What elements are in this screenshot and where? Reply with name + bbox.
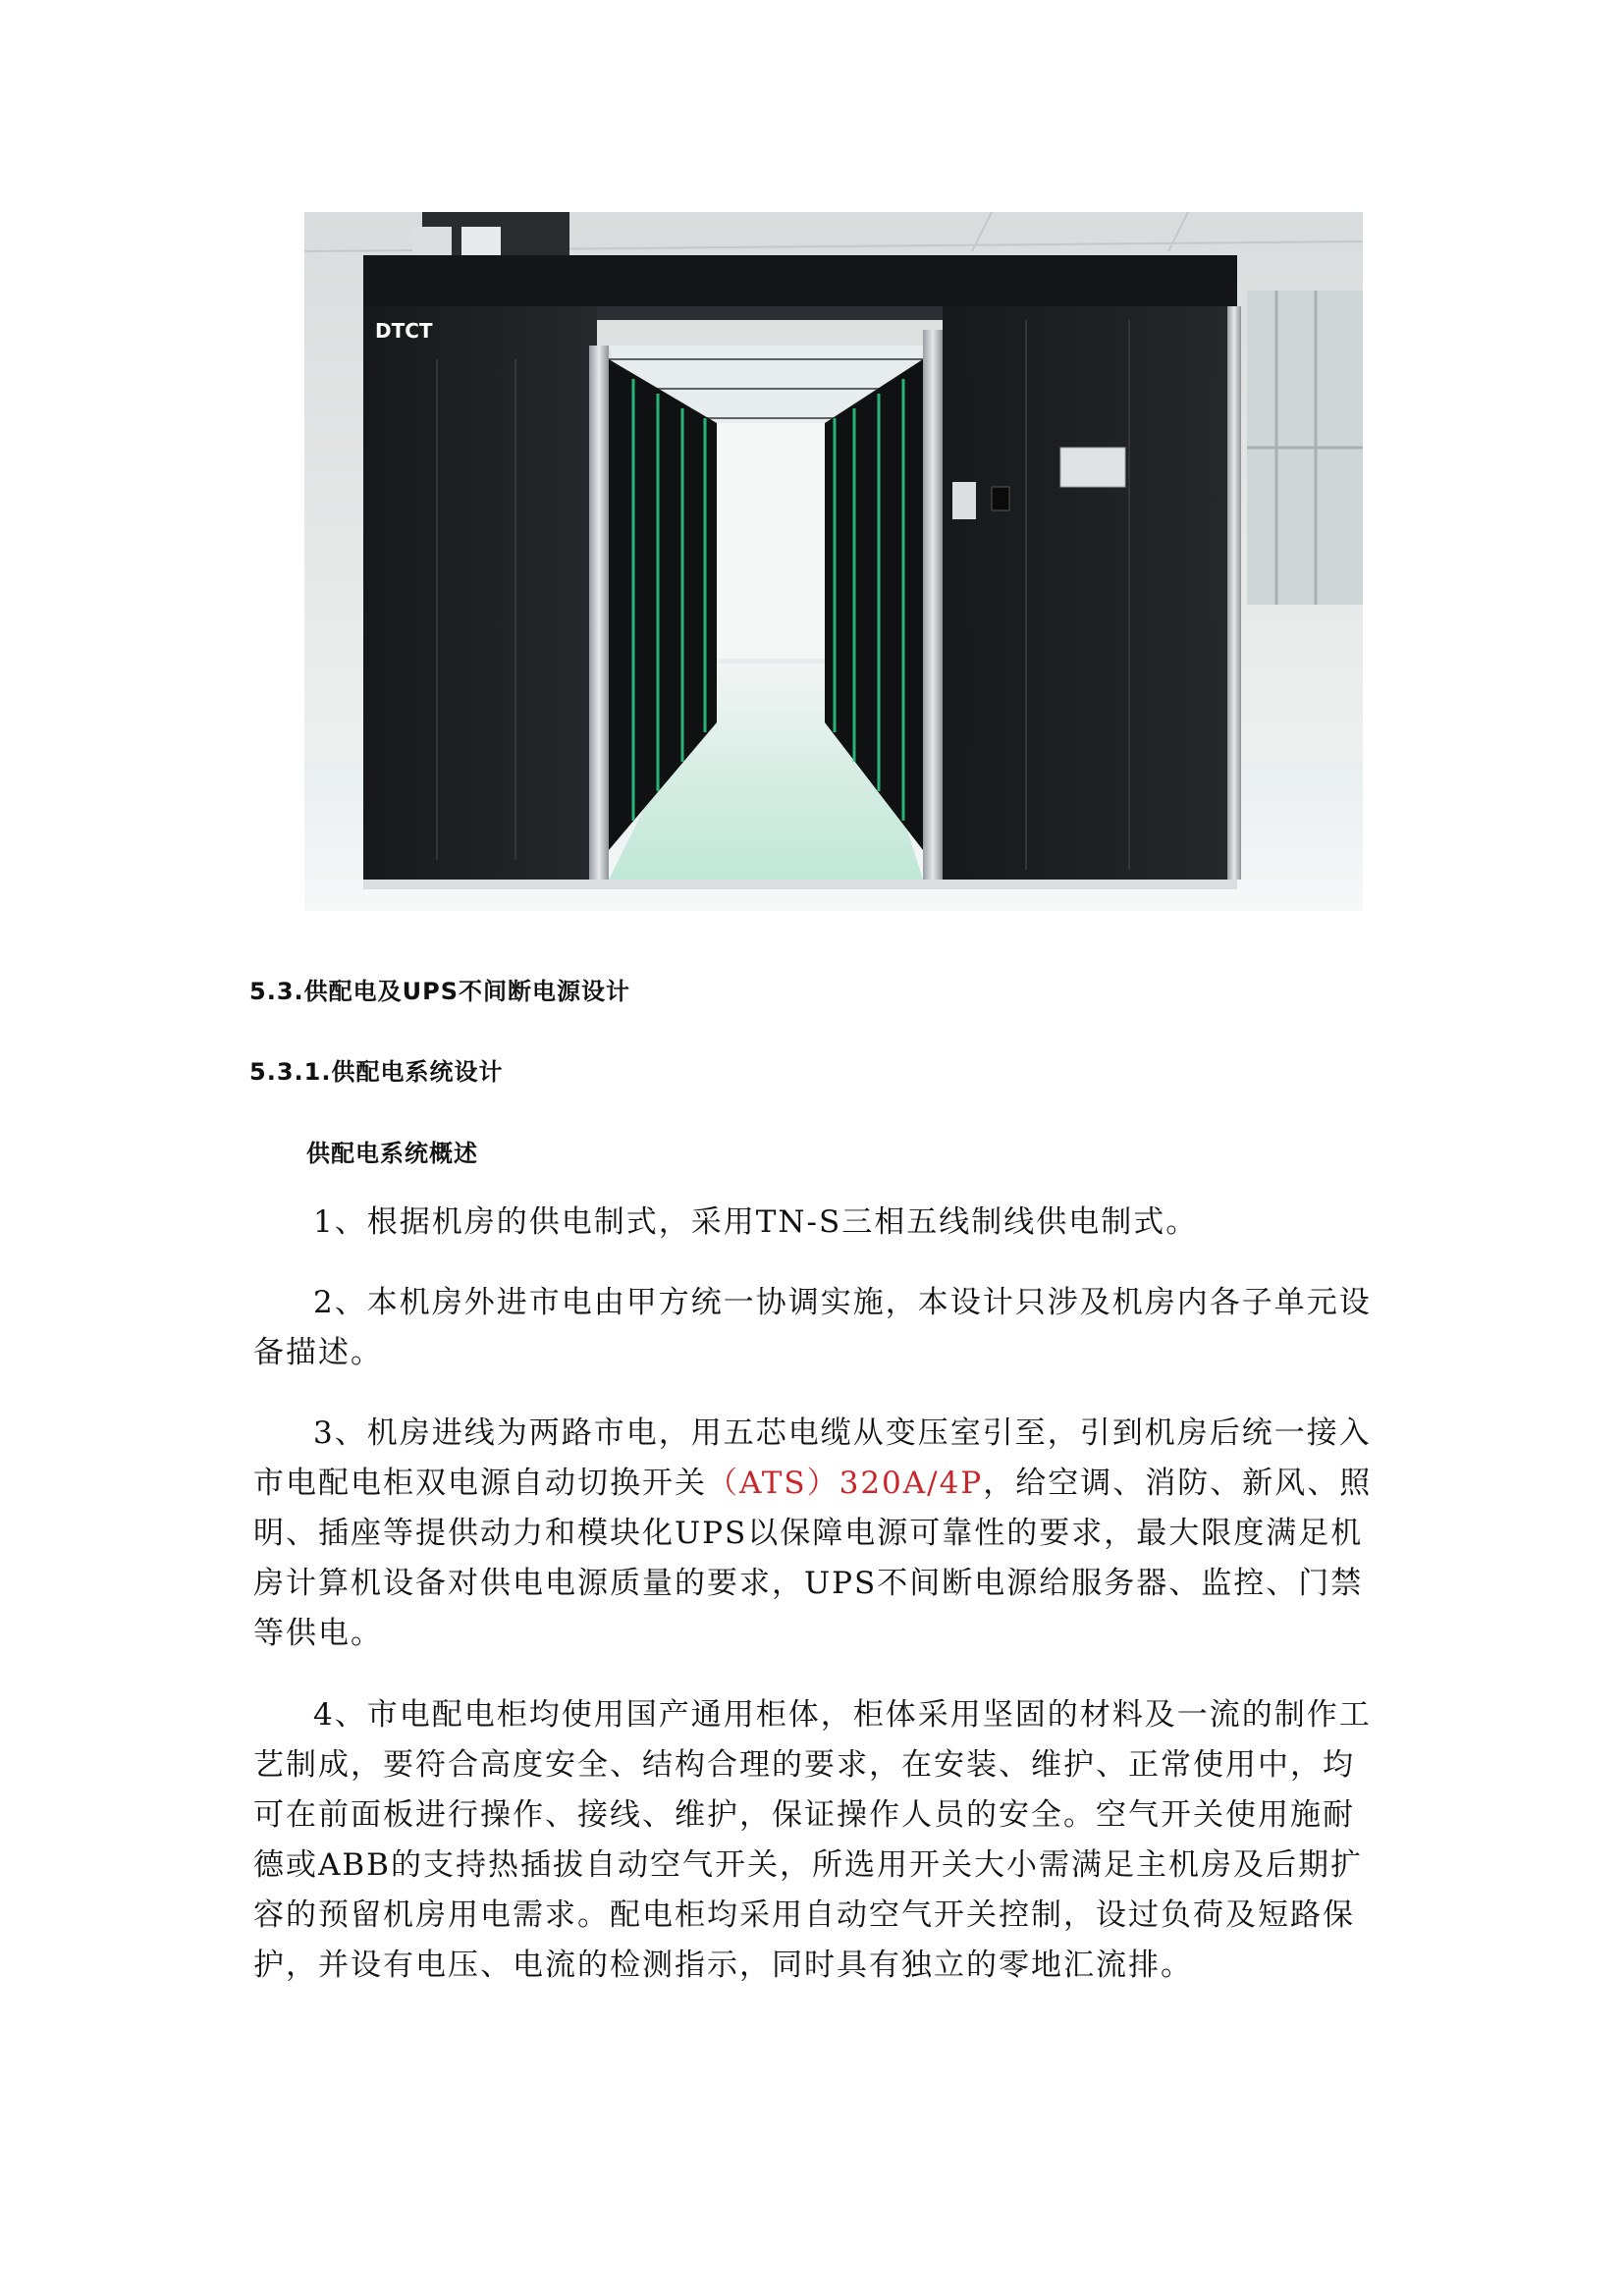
data-center-illustration — [304, 212, 1363, 911]
paragraph-3-text-b: ，给空调、消防、新风、照明、插座等提供动力和模块化UPS以保障电源可靠性的要求，最大限度满足机房计算机设备对供电电源质量的要求，UPS不间断电源给服务器、监控、门禁等供电。 — [253, 1466, 1373, 1651]
subheading-overview: 供配电系统概述 — [306, 1140, 478, 1167]
section-heading-5-3-1: 5.3.1.供配电系统设计 — [249, 1058, 504, 1086]
brand-logo: DTCT — [375, 319, 433, 343]
paragraph-2: 2、本机房外进市电由甲方统一协调实施，本设计只涉及机房内各子单元设备描述。 — [253, 1285, 1372, 1370]
ats-spec-highlight: （ATS）320A/4P — [707, 1466, 984, 1501]
paragraph-3-text-a: 3、机房进线为两路市电，用五芯电缆从变压室引至，引到机房后统一接入市电配电柜双电源自动切换开关 — [253, 1415, 1372, 1501]
paragraph-4: 4、市电配电柜均使用国产通用柜体，柜体采用坚固的材料及一流的制作工艺制成，要符合高度安全、结构合理的要求，在安装、维护、正常使用中，均可在前面板进行操作、接线、维护，保证操作人员的安全。空气开关使用施耐德或ABB的支持热插拔自动空气开关，所选用开关大小需满足主机房及后期扩容的预留机房用电需求。配电柜均采用自动空气开关控制，设过负荷及短路保护，并设有电压、电流的检测指示，同时具有独立的零地汇流排。 — [253, 1697, 1372, 1983]
data-center-photo — [304, 212, 1363, 911]
section-heading-5-3: 5.3.供配电及UPS不间断电源设计 — [249, 978, 630, 1005]
paragraph-1: 1、根据机房的供电制式，采用TN-S三相五线制线供电制式。 — [313, 1204, 1199, 1240]
paragraph-3 — [253, 1409, 1382, 1659]
